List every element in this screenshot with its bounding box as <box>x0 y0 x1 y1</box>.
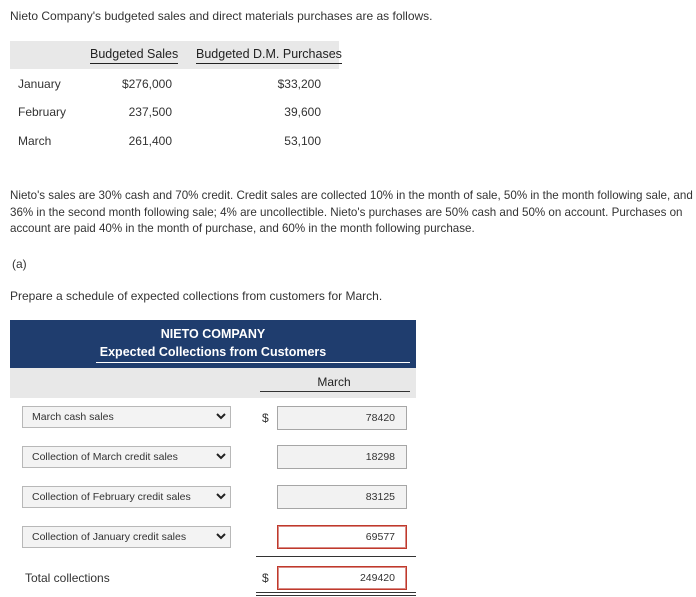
row-march-label: March <box>18 134 52 148</box>
total-double-rule-top <box>256 592 416 593</box>
total-collections-field[interactable]: 249420 <box>277 566 407 590</box>
header-budgeted-sales: Budgeted Sales <box>90 47 178 61</box>
intro-text: Nieto Company's budgeted sales and direct materials purchases are as follows. <box>10 9 433 23</box>
row-february-label: February <box>18 105 67 119</box>
select-value: Collection of January credit sales <box>32 531 187 543</box>
select-value: Collection of February credit sales <box>32 491 191 503</box>
part-label: (a) <box>12 257 27 271</box>
instruction-text: Prepare a schedule of expected collections from customers for March. <box>10 289 383 303</box>
row-label-select-4[interactable] <box>22 526 231 548</box>
total-dollar-sign: $ <box>262 571 269 585</box>
march-sales: 261,400 <box>128 134 172 148</box>
march-purchases: 53,100 <box>284 134 321 148</box>
schedule-title: Expected Collections from Customers <box>99 345 327 359</box>
january-sales: $276,000 <box>121 77 172 91</box>
header-budgeted-dm-purchases: Budgeted D.M. Purchases <box>196 47 342 61</box>
schedule-header <box>10 320 416 368</box>
column-march: March <box>317 375 351 389</box>
select-value: March cash sales <box>32 411 114 423</box>
chevron-down-icon <box>216 451 226 461</box>
january-purchases: $33,200 <box>277 77 321 91</box>
select-value: Collection of March credit sales <box>32 451 178 463</box>
amount-field-3[interactable]: 83125 <box>277 485 407 509</box>
row-label-select-2[interactable] <box>22 446 231 468</box>
header-rule <box>96 362 410 363</box>
chevron-down-icon <box>216 531 226 541</box>
row-label-select-3[interactable] <box>22 486 231 508</box>
amount-field-1[interactable]: 78420 <box>277 406 407 430</box>
row-january-label: January <box>18 77 61 91</box>
subtotal-rule <box>256 556 416 557</box>
total-double-rule-bottom <box>256 595 416 596</box>
row-label-select-1[interactable] <box>22 406 231 428</box>
total-collections-label: Total collections <box>25 571 110 585</box>
amount-field-4[interactable]: 69577 <box>277 525 407 549</box>
february-sales: 237,500 <box>128 105 172 119</box>
dollar-sign: $ <box>262 411 269 425</box>
column-march-rule <box>260 391 410 392</box>
chevron-down-icon <box>216 411 226 421</box>
amount-field-2[interactable]: 18298 <box>277 445 407 469</box>
company-name: NIETO COMPANY <box>160 327 266 341</box>
february-purchases: 39,600 <box>284 105 321 119</box>
chevron-down-icon <box>216 491 226 501</box>
problem-paragraph: Nieto's sales are 30% cash and 70% credit. Credit sales are collected 10% in the month of sale, 50% in the month following sale, and 36% in the second month following sale; 4% are uncollectible. Nieto's purchases are 50% cash and 50% on account. Purchases on account are paid 40% in the month of purchase, and 60% in the month following purchase. <box>10 189 693 235</box>
